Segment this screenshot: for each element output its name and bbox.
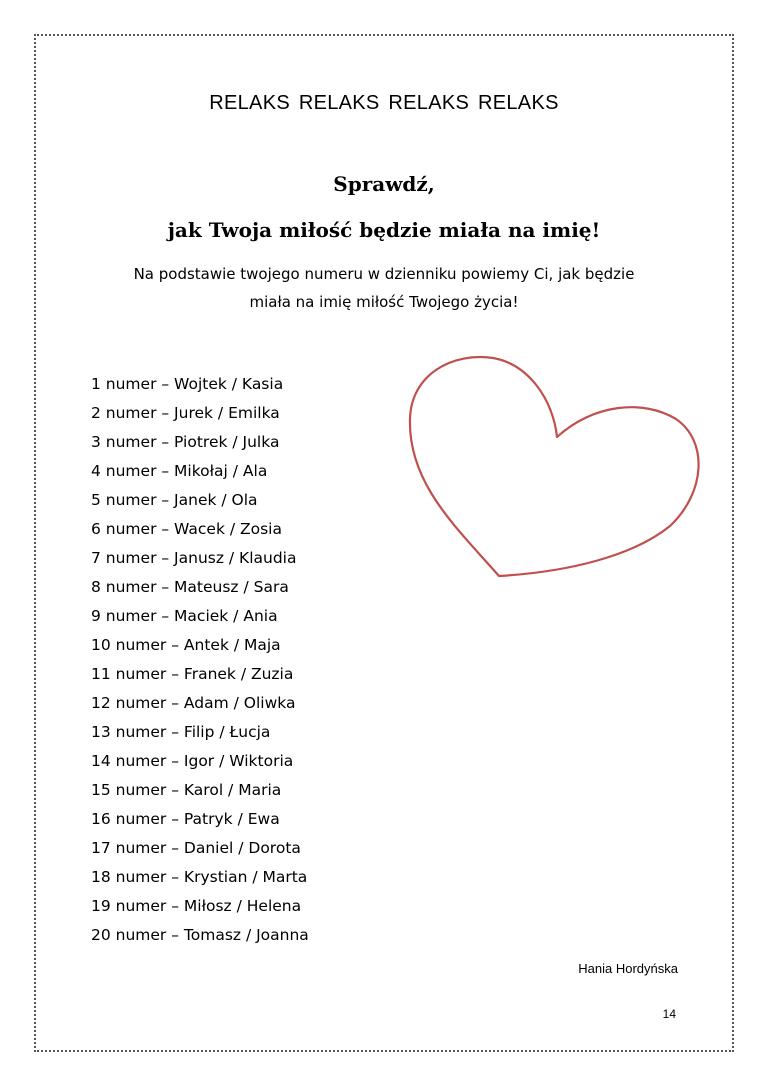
list-item: 12 numer – Adam / Oliwka: [91, 694, 296, 712]
list-item: 17 numer – Daniel / Dorota: [91, 839, 301, 857]
list-item: 10 numer – Antek / Maja: [91, 636, 281, 654]
list-item: 1 numer – Wojtek / Kasia: [91, 375, 284, 393]
list-item: 16 numer – Patryk / Ewa: [91, 810, 280, 828]
list-item: 9 numer – Maciek / Ania: [91, 607, 278, 625]
list-item: 18 numer – Krystian / Marta: [91, 868, 308, 886]
intro-line-1: Na podstawie twojego numeru w dzienniku powiemy Ci, jak będzie: [133, 265, 635, 283]
list-item: 15 numer – Karol / Maria: [91, 781, 282, 799]
title-line-1: Sprawdź,: [333, 172, 435, 196]
list-item: 8 numer – Mateusz / Sara: [91, 578, 289, 596]
list-item: 3 numer – Piotrek / Julka: [91, 433, 280, 451]
heart-path: [410, 357, 699, 576]
list-item: 6 numer – Wacek / Zosia: [91, 520, 282, 538]
heart-outline-icon: [398, 344, 718, 584]
page-number: 14: [662, 1007, 676, 1021]
author-name: Hania Hordyńska: [578, 961, 678, 976]
list-item: 5 numer – Janek / Ola: [91, 491, 258, 509]
intro-text: [0, 260, 768, 316]
list-item: 7 numer – Janusz / Klaudia: [91, 549, 297, 567]
list-item: 13 numer – Filip / Łucja: [91, 723, 271, 741]
list-item: 11 numer – Franek / Zuzia: [91, 665, 294, 683]
title-line-2: jak Twoja miłość będzie miała na imię!: [167, 218, 601, 242]
intro-line-2: miała na imię miłość Twojego życia!: [249, 293, 519, 311]
list-item: 20 numer – Tomasz / Joanna: [91, 926, 309, 944]
list-item: 2 numer – Jurek / Emilka: [91, 404, 280, 422]
list-item: 19 numer – Miłosz / Helena: [91, 897, 302, 915]
relaks-header: RELAKS RELAKS RELAKS RELAKS: [209, 92, 559, 114]
list-item: 4 numer – Mikołaj / Ala: [91, 462, 268, 480]
name-list: [91, 370, 309, 950]
list-item: 14 numer – Igor / Wiktoria: [91, 752, 294, 770]
